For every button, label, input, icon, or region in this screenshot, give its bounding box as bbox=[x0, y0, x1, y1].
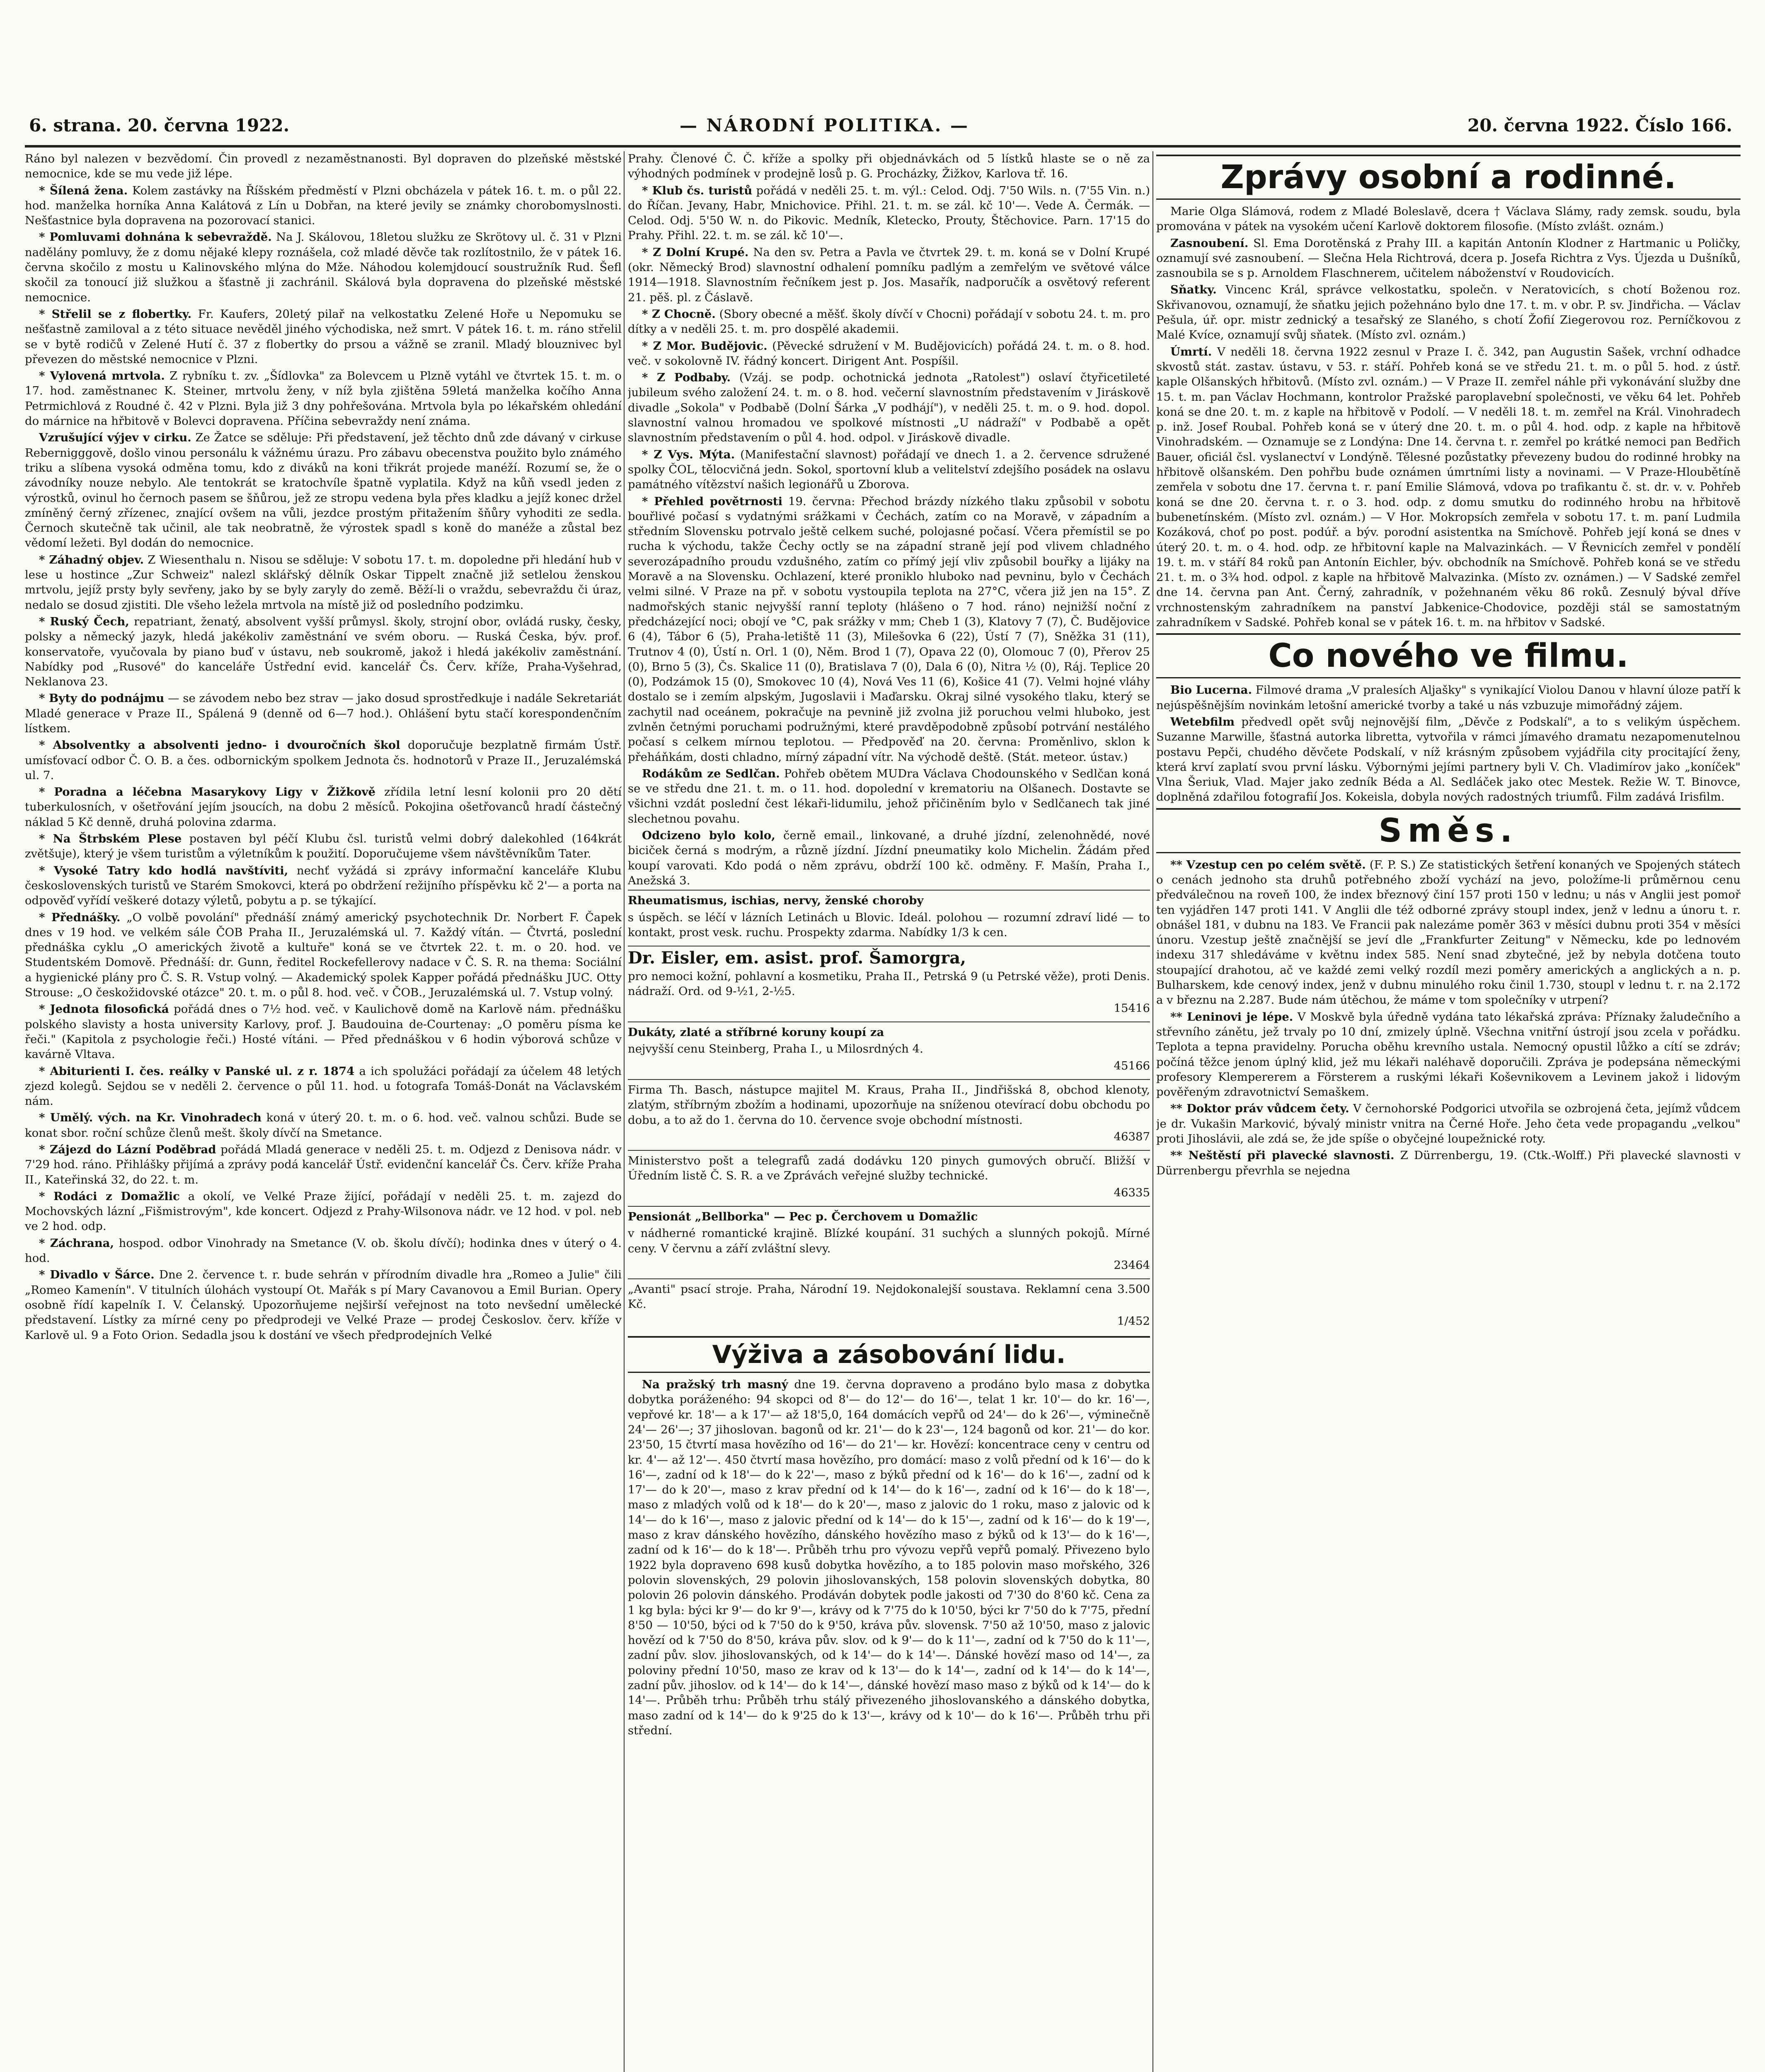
article-paragraph bbox=[25, 151, 622, 182]
article-text: Z rybníku t. zv. „Šídlovka" za Bolevcem u Plzně vytáhl ve čtvrtek 15. t. m. o 17. hod. zaměstnanec K. Steiner, mrtvolu ženy, v níž byla zjištěna 59letá manželka kočího Anna Petrmichlová z Roudné č. 42 v Plzni. Byla již 3 dny pohřešována. Mrtvola byla po lékařském ohledání do márnice na hřbitově v Bolevci dopravena. Příčina sebevraždy není známa. bbox=[25, 369, 622, 428]
article-headline: Wetebfilm bbox=[1170, 715, 1235, 729]
article-text: Na J. Skálovou, 18letou služku ze Skrötovy ul. č. 31 v Plzni nadělány pomluvy, že z domu nějaké klepy roznášela, což mladé děvče tak rozlítostnilo, že v pátek 16. června skočilo z mostu u Kalinovského mlýna do Mže. Náhodou kolemjdoucí soustružník Rud. Šefl skočil za tonoucí již služkou a šťastně ji zachránil. Skálová byla dopravena do plzeňské městské nemocnice. bbox=[25, 230, 622, 304]
article-text: doporučuje bezplatně firmám Ústř. umísťovací odbor Č. O. B. a čes. odbornickým spolkem Jednota čs. hodnotorů v Praze II., Jeruzalémská ul. 7. bbox=[25, 738, 622, 782]
column-rule bbox=[624, 151, 625, 2072]
article-headline: * Na Štrbském Plese bbox=[39, 832, 182, 846]
page-header bbox=[25, 108, 1741, 148]
article-headline: * Absolventky a absolventi jedno- i dvouročních škol bbox=[39, 738, 400, 752]
advertisement bbox=[628, 1021, 1150, 1077]
article-paragraph bbox=[25, 230, 622, 305]
article-paragraph bbox=[25, 863, 622, 908]
article-paragraph bbox=[25, 1142, 622, 1187]
article-text: Kolem zastávky na Říšském předměstí v Plzni obcházela v pátek 16. t. m. o půl 22. hod. manželka horníka Anna Kalátová z Lín u Dobřan, na které jevily se známky chorobomyslnosti. Nešťastnice byla dopravena na pozorovací stanici. bbox=[25, 184, 622, 228]
article-text: a ich spolužáci pořádají za účelem 48 letých zjezd kolegů. Sejdou se v neděli 2. července o půl 11. hod. u fotografa Tomáš-Donát na Václavském nám. bbox=[25, 1064, 622, 1108]
article-text: koná v úterý 20. t. m. o 6. hod. več. valnou schůzi. Bude se konat sbor. roční schůze členů mešt. školy dívčí na Smetance. bbox=[25, 1111, 622, 1140]
article-text: a okolí, ve Velké Praze žijící, pořádají v neděli 25. t. m. zajezd do Mochovských lázní „Fišmistrovým", kde koncert. Odjezd z Prahy-Wilsonova nádr. ve 12 hod. v pol. neb ve 2 hod. odp. bbox=[25, 1189, 622, 1233]
article-paragraph bbox=[628, 307, 1150, 337]
article-paragraph bbox=[1156, 344, 1741, 630]
column-rule bbox=[1152, 151, 1153, 2072]
article-headline: * Z Mor. Budějovic. bbox=[642, 339, 767, 353]
article-headline: Úmrtí. bbox=[1170, 345, 1212, 358]
article-headline: Zasnoubení. bbox=[1170, 236, 1249, 250]
article-headline: * Střelil se z flobertky. bbox=[39, 307, 192, 321]
article-paragraph bbox=[628, 370, 1150, 445]
article-paragraph bbox=[25, 1267, 622, 1342]
article-headline: Na pražský trh masný bbox=[642, 1378, 788, 1392]
article-paragraph bbox=[628, 494, 1150, 765]
article-headline: * Z Vys. Mýta. bbox=[642, 448, 735, 461]
article-text: Ze Žatce se sděluje: Při představení, jež těchto dnů zde dávaný v cirkuse Rebernigggově, došlo vinou personálu k vážnému úrazu. Pro zábavu obecenstva použito bylo známého triku a slíbena vysoká odměna tomu, kdo z diváků na koni třikrát projede manéží. Rozumí se, že o závodníky nouze nebylo. Ale tentokrát se kratochvíle špatně vyplatila. Když na kůň vsedl jeden z výrostků, ovinul ho černoch pasem se šňůrou, jež ze stropu vedena byla přes kladku a jejíž konec držel zmíněný černý zřízenec, znající ovšem na vůli, jezdce prostým přitažením šňůry vyhoditi ze sedla. Černoch skutečně tak učinil, ale tak neobratně, že výrostek spadl s koně do manéže a zůstal bez vědomí ležeti. Byl dodán do nemocnice. bbox=[25, 431, 622, 550]
article-paragraph bbox=[628, 151, 1150, 182]
article-paragraph bbox=[1156, 236, 1741, 281]
article-headline: * Záhadný objev. bbox=[39, 553, 144, 566]
article-paragraph bbox=[25, 738, 622, 783]
article-text: Fr. Kaufers, 20letý pilař na velkostatku Zelené Hoře u Nepomuku se nešťastně zamiloval a z této situace nevěděl jiného východiska, než smrt. V pátek 16. t. m. ráno střelil se v bytě rodičů v Zelené Hutí č. 37 z flobertky do prsou a vážně se zranil. Mladý blouznivec byl převezen do městské nemocnice v Plzni. bbox=[25, 307, 622, 366]
article-paragraph bbox=[25, 1002, 622, 1062]
article-paragraph bbox=[25, 1064, 622, 1109]
article-text: — se závodem nebo bez strav — jako dosud sprostředkuje i nadále Sekretariát Mladé generace v Praze II., Spálená 9 (denně od 6—7 hod.). Ohlášení bytu stačí korespondenčním lístkem. bbox=[25, 692, 622, 735]
article-headline: ** Doktor práv vůdcem čety. bbox=[1170, 1102, 1349, 1116]
article-text: (Sbory obecné a měšť. školy dívčí v Chocni) pořádají v sobotu 24. t. m. pro dítky a v neděli 25. t. m. pro dospělé akademii. bbox=[628, 307, 1150, 336]
article-headline: * Přednášky. bbox=[39, 910, 121, 924]
article-text: nechť vyžádá si zprávy informační kanceláře Klubu československých turistů ve Starém Smokovci, která po obdržení režijního příspěvku kč 2'— a porta na odpověď vyřídí veškeré dotazy výletů, pobytu a p. se týkající. bbox=[25, 864, 622, 908]
article-text: V Moskvě byla úředně vydána tato lékařská zpráva: Příznaky žaludečního a střevního zánětu, jež trvaly po 10 dní, zmizely úplně. Všechna vnitřní ústrojí jsou zcela v pořádku. Teplota a tepna pravidelny. Porucha oběhu krevního ustala. Nemocný opustil lůžko a cítí se zdráv; počíná těžce jenom úplný klid, jež mu lékaři naléhavě doporučili. Zpráva je podepsána německými profesory Klempererem a Försterem a ruskými lékaři Koševnikovem a Levinem jakož i lidovým pověřeným zdravotnictví Semaškem. bbox=[1156, 1010, 1741, 1099]
article-paragraph bbox=[628, 183, 1150, 243]
ad-line: 46387 bbox=[1114, 1130, 1150, 1143]
article-paragraph bbox=[1156, 683, 1741, 713]
ad-line: v nádherné romantické krajině. Blízké koupání. 31 suchých a slunných pokojů. Mírné ceny. V červnu a září zvláštní slevy. bbox=[628, 1227, 1150, 1255]
article-text: hospod. odbor Vinohrady na Smetance (V. ob. školu dívčí); hodinka dnes v úterý o 4. hod. bbox=[25, 1236, 622, 1265]
article-text: postaven byl péčí Klubu čsl. turistů velmi dobrý dalekohled (164krát zvětšuje), který je všem turistům a výletníkům k použití. Doporučujeme všem návštěvníkům Tater. bbox=[25, 832, 622, 861]
article-headline: * Vysoké Tatry kdo hodlá navštíviti, bbox=[39, 864, 288, 877]
article-text: zřídila letní lesní kolonii pro 20 dětí tuberkulosních, v ošetřování jejím jsoucích, na dobu 2 měsíců. Pokojina ošetřovanců hradí částečný náklad 5 Kč denně, druhá polovina zdarma. bbox=[25, 785, 622, 829]
article-headline: ** Leninovi je lépe. bbox=[1170, 1010, 1293, 1024]
article-paragraph bbox=[25, 691, 622, 736]
article-headline: ** Vzestup cen po celém světě. bbox=[1170, 858, 1366, 871]
article-text: repatriant, ženatý, absolvent vyšší průmysl. školy, strojní obor, ovládá rusky, česky, polsky a německý jazyk, hledá jakékoliv zaměstnání ve svém oboru. — Ruská Česka, býv. prof. konservatoře, vyučovala by piano buď v ústavu, neb soukromě, jakož i hledá jakékoliv zaměstnání. Nabídky pod „Rusové" do kanceláře Ústřední evid. kancelář Čs. Červ. kříže, Praha-Vyšehrad, Neklanova 23. bbox=[25, 615, 622, 689]
article-text: Z Wiesenthalu n. Nisou se sděluje: V sobotu 17. t. m. dopoledne při hledání hub v lese u hostince „Zur Schweiz" nalezl sklářský dělník Oskar Tippelt značně již setlelou ženskou mrtvolu, jejíž prsty byly sevřeny, jako by se byly zaryly do země. Běží-li o vraždu, sebevraždu či úraz, nedalo se dosud zjistiti. Dle všeho ležela mrtvola na místě již od posledního podzimku. bbox=[25, 553, 622, 612]
header-page-date: 6. strana. 20. června 1922. bbox=[29, 115, 290, 136]
ad-line: Rheumatismus, ischias, nervy, ženské choroby bbox=[628, 894, 924, 908]
article-headline: * Jednota filosofická bbox=[39, 1002, 169, 1016]
article-text: předvedl opět svůj nejnovější film, „Děvče z Podskalí", a to s velikým úspěchem. Suzanne Marwille, šťastná autorka libretta, vytvořila v rámci jímavého dramatu nezapomenutelnou postavu Pepči, chudého děvčete Podskalí, v níž krásným způsobem vyjádřila city procitající ženy, která krví zaplatí svou první lásku. Výbornými jejími partnery byli V. Ch. Vladimírov jako „koníček" Vlna Šeriuk, Vlad. Majer jako zedník Béda a Al. Sedláček jako otec Mestek. Režie W. T. Binovce, doplněná zdařilou fotografií Jos. Kokeisla, dobyla nových radostných triumfů. Film zadává Irisfilm. bbox=[1156, 715, 1741, 804]
article-headline: Rodákům ze Sedlčan. bbox=[642, 767, 780, 780]
article-headline: * Ruský Čech, bbox=[39, 615, 129, 628]
article-text: 19. června: Přechod brázdy nízkého tlaku způsobil v sobotu bouřlivé počasí s vydatnými srážkami v Čechách, zatím co na Moravě, v západním a středním Slovensku potrvalo ještě celkem suché, polojasné počasí. Včera přemístil se po rucha k východu, takže Čechy octly se na západní straně její pod vlivem chladného severozápadního proudu vzdušného, zatím co přímý její vliv způsobil bouřky a lijáky na Moravě a na Slovensku. Ochlazení, které proniklo hluboko nad pevninu, bylo v Čechách velmi silné. V Praze na př. v sobotu vystoupila teplota na 27°C, včera již jen na 15°. Z nadmořských stanic nejvyšší ranní teploty (hlášeno o 7 hod. ráno) nejnižší noční z předcházející noci; obojí ve °C, pak srážky v mm; Cheb 1 (3), Klatovy 7 (7), Č. Budějovice 6 (4), Tábor 6 (5), Praha-letiště 11 (3), Milešovka 6 (22), Ústí 7 (7), Sněžka 31 (11), Trutnov 4 (0), Ústí n. Orl. 1 (0), Něm. Brod 1 (7), Opava 22 (0), Olomouc 7 (0), Přerov 25 (0), Brno 5 (3), Čs. Skalice 11 (0), Bratislava 7 (0), Dala 6 (0), Nitra ½ (0), Ráj. Teplice 20 (0), Podzámok 15 (0), Smokovec 10 (4), Nová Ves 11 (6), Košice 41 (7). Velmi hojné vláhy dostalo se i zemím alpským, Jugoslavii i Maďarsku. Okraj silné vysokého tlaku, který se zachytil nad oceánem, pokračuje na pevnině již zvolna již poruchou velmi hluboko, jest zvlněn četnými poruchami podružnými, které pravděpodobně způsobí potrvání nestálého počasí s celkem mírnou teplotou. — Předpověď na 20. června: Proměnlivo, sklon k přeháňkám, dosti chladno, mírný západní vítr. Na východě deště. (Stát. meteor. ústav.) bbox=[628, 494, 1150, 764]
article-paragraph bbox=[25, 1189, 622, 1234]
ad-line: s úspěch. se léčí v lázních Letinách u Blovic. Ideál. polohou — rozumní zdraví lidé — to kontakt, prost vesk. ruchu. Prospekty zdarma. Nabídky 1/3 k cen. bbox=[628, 910, 1150, 939]
ad-line: Firma Th. Basch, nástupce majitel M. Kraus, Praha II., Jindřišská 8, obchod klenoty, zlatým, stříbrným zbožím a hodinami, upozorňuje na sníženou otevírací dobu obchodu po dobu, a to až do 1. června do 10. července svoje obchodní místnosti. bbox=[628, 1083, 1150, 1127]
article-paragraph bbox=[1156, 1101, 1741, 1146]
article-text: (Pěvecké sdružení v M. Budějovicích) pořádá 24. t. m. o 8. hod. več. v sokolovně IV. řádný koncert. Dirigent Ant. Pospíšil. bbox=[628, 339, 1150, 368]
article-text: Sl. Ema Dorotěnská z Prahy III. a kapitán Antonín Klodner z Hartmanic u Poličky, oznamují své zasnoubení. — Slečna Hela Richtrová, dcera p. Josefa Richtra z Vys. Újezda u Dušníků, zasnoubila se s p. Arnoldem Flaschnerem, učitelem náboženství v Roudovicích. bbox=[1156, 236, 1741, 280]
section-heading: Výživa a zásobování lidu. bbox=[628, 1336, 1150, 1373]
ad-line: „Avanti" psací stroje. Praha, Národní 19. Nejdokonalejší soustava. Reklamní cena 3.500 Kč. bbox=[628, 1283, 1150, 1311]
article-headline: Vzrušující výjev v cirku. bbox=[39, 431, 191, 445]
article-text: Dne 2. července t. r. bude sehrán v přírodním divadle hra „Romeo a Julie" čili „Romeo Kamenín". V titulních úlohách vystoupí Ot. Mařák s pí Mary Cavanovou a Emil Burian. Opery osobně řídí kapelník I. V. Čelanský. Upozorňujeme nejširší veřejnost na toto nevšední umělecké představení. Lístky za mírné ceny po předprodeji ve Velké Praze — prodej Českoslov. červ. kříže v Karlově ul. 9 a Foto Orion. Sedadla jsou k dostání ve všech předprodejních Velké bbox=[25, 1268, 622, 1342]
section-heading: Směs. bbox=[1156, 808, 1741, 853]
article-paragraph bbox=[1156, 1009, 1741, 1100]
article-paragraph bbox=[628, 766, 1150, 826]
column-2 bbox=[628, 151, 1150, 2072]
article-text: (F. P. S.) Ze statistických šetření konaných ve Spojených státech o cenách jednoho sta druhů potřebného zboží vychází na jevo, položíme-li průměrnou cenu předválečnou na roveň 100, že index březnový činí 157 proti 150 v lednu; u nás v Anglii jest pomoř ten vyjádřen 147 proti 141. V Anglii dle též odborné zprávy stoupl index, jenž v lednu a únoru t. r. obnášel 181, v dubnu na 183. Ve Francii pak nalezáme poměr 363 v měsíci dubnu proti 354 v měsíci únoru. Vzestup ještě značnější se jeví dle „Frankfurter Zeitung" v Německu, kde po lednovém indexu 317 shledáváme v květnu index 585. Není snad zbytečné, jež by nebyla dotčena touto stoupající drahotou, ač ve každé zemi velký rozdíl mezi poměry amerických a anglických a n. p. Bulharskem, kde cenový index, jenž v dubnu minulého roku činil 1.730, stoupl v lednu t. r. na 2.172 a v březnu na 2.287. Bude nám útěchou, že máme v tom společníky v utrpení? bbox=[1156, 858, 1741, 1007]
article-text: Na den sv. Petra a Pavla ve čtvrtek 29. t. m. koná se v Dolní Krupé (okr. Německý Brod) slavnostní odhalení pomníku padlým a zemřelým ve světové válce 1914—1918. Slavnostním řečníkem jest p. Jos. Masařík, nadporučík a osvětový referent 21. pěš. pl. z Čáslavě. bbox=[628, 245, 1150, 304]
article-text: Filmové drama „V pralesích Aljašky" s vynikající Violou Danou v hlavní úloze patří k nejúspěšnějším novinkám letošní americké tvorby a také u nás vzbuzuje mimořádný zájem. bbox=[1156, 683, 1741, 712]
article-paragraph bbox=[1156, 204, 1741, 234]
advertisement bbox=[628, 1206, 1150, 1277]
header-issue: 20. června 1922. Číslo 166. bbox=[1467, 115, 1732, 136]
article-headline: ** Neštěstí při plavecké slavnosti. bbox=[1170, 1149, 1395, 1162]
ad-line: 45166 bbox=[1114, 1059, 1150, 1072]
article-text: V neděli 18. června 1922 zesnul v Praze I. č. 342, pan Augustin Sašek, vrchní odhadce skvostů stát. zastav. ústavu, v 53. r. stáří. Pohřeb koná se ve středu 21. t. m. o půl 5. hod. z ústř. kaple Olšanských hřbitovů. (Místo zvl. oznám.) — V Praze II. zemřel náhle při vykonávání služby dne 15. t. m. pan Václav Hochmann, kontrolor Pražské paroplavební společnosti, ve věku 64 let. Pohřeb koná se dne 20. t. m. z kaple na hřbitově v Podolí. — V neděli 18. t. m. zemřel na Král. Vinohradech p. inž. Josef Roubal. Pohřeb koná se v úterý dne 20. t. m. o půl 4. hod. odp. z kaple na hřbitově Vinohradském. — Oznamuje se z Londýna: Dne 14. června t. r. zemřel po krátké nemoci pan Bedřich Bauer, oficiál čsl. vyslanectví v Londýně. Tělesné pozůstatky převezeny budou do rodinné hrobky na hřbitově olšanském. Den pohřbu bude oznámen úmrtními listy a novinami. — V Praze-Hloubětíně zemřela v sobotu dne 17. června t. r. paní Emilie Slámová, vdova po trafikantu č. st. dr. v. v. Pohřeb koná se dne 20. června t. r. o 3. hod. odp. z domu smutku do rodinného hrobu na hřbitově bubenetínském. (Místo zvl. oznám.) — V Hor. Mokropsích zemřela v sobotu 17. t. m. paní Ludmila Kozáková, choť po post. podúř. a býv. porodní asistentka na Smíchově. Pohřeb její koná se dnes v úterý 20. t. m. o 4. hod. odp. ze hřbitovní kaple na Malvazinkách. — V Řevnicích zemřel v pondělí 19. t. m. v stáří 84 roků pan Antonín Eichler, býv. obchodník na Smíchově. Pohřeb koná se ve středu 21. t. m. o 3¾ hod. odpol. z kaple na hřbitově Malvazinka. (Místo zv. oznámen.) — V Sadské zemřel dne 14. června pan Ant. Černý, zahradník, v požehnaném věku 86 roků. Zesnulý býval dříve vrchnostenským zahradníkem na panství Jabkenice-Chodovice, později stál se samostatným zahradníkem v Sadské. Pohřeb konal se v pátek 16. t. m. na hřbitov v Sadské. bbox=[1156, 345, 1741, 629]
article-paragraph bbox=[25, 784, 622, 830]
ad-line: Dukáty, zlaté a stříbrné koruny koupí za bbox=[628, 1026, 884, 1039]
article-headline: * Pomluvami dohnána k sebevraždě. bbox=[39, 230, 272, 244]
advertisement bbox=[628, 890, 1150, 944]
article-paragraph bbox=[25, 307, 622, 367]
article-paragraph bbox=[25, 831, 622, 862]
article-paragraph bbox=[25, 1236, 622, 1266]
ad-line: 46335 bbox=[1114, 1186, 1150, 1199]
article-text: pořádá dnes o 7½ hod. več. v Kaulichově domě na Karlově nám. přednášku polského slavisty a hosta university Karlovy, prof. J. Baudouina de-Courtenay: „O poměru písma ke řeči." (Kapitola z psychologie řeči.) Hosté vítáni. — Před přednáškou v 6 hodin výborová schůze v kavárně Vltava. bbox=[25, 1002, 622, 1061]
article-paragraph bbox=[25, 368, 622, 428]
advertisement bbox=[628, 1150, 1150, 1204]
article-text: V černohorské Podgorici utvořila se ozbrojená četa, jejímž vůdcem je dr. Vukašin Marković, bývalý ministr vnitra na Černé Hoře. Jeho četa vede propagandu „velkou" proti Jihoslávii, ale zdá se, že jde spíše o obyčejné loupežnické roty. bbox=[1156, 1102, 1741, 1146]
article-paragraph bbox=[628, 447, 1150, 492]
ad-line: 1/452 bbox=[1117, 1314, 1150, 1328]
article-headline: Odcizeno bylo kolo, bbox=[642, 829, 775, 842]
article-headline: * Byty do podnájmu bbox=[39, 692, 165, 705]
article-text: Prahy. Členové Č. Č. kříže a spolky při objednávkách od 5 lístků hlaste se o ně za výhodných podmínek v prodejně losů p. G. Procházky, Žižkov, Karlova tř. 16. bbox=[628, 152, 1150, 181]
ad-line: Pensionát „Bellborka" — Pec p. Čerchovem u Domažlic bbox=[628, 1210, 978, 1223]
article-headline: * Z Podbaby. bbox=[642, 371, 731, 385]
article-headline: * Zájezd do Lázní Poděbrad bbox=[39, 1143, 216, 1156]
column-1 bbox=[25, 151, 622, 2072]
header-masthead: — NÁRODNÍ POLITIKA. — bbox=[680, 115, 970, 136]
ad-line: Dr. Eisler, em. asist. prof. Šamorgra, bbox=[628, 948, 966, 968]
article-headline: * Z Chocně. bbox=[642, 307, 716, 321]
article-paragraph bbox=[1156, 857, 1741, 1008]
article-paragraph bbox=[628, 245, 1150, 305]
ad-line: Ministerstvo pošt a telegrafů zadá dodávku 120 pinych gumových obručí. Bližší v Úředním listě Č. S. R. a ve Zprávách veřejné služby technické. bbox=[628, 1154, 1150, 1183]
article-text: Marie Olga Slámová, rodem z Mladé Boleslavě, dcera † Václava Slámy, rady zemsk. soudu, byla promována v pátek na vysokém učení Karlově doktorem filosofie. (Místo zvlášt. oznám.) bbox=[1156, 205, 1741, 233]
section-heading: Zprávy osobní a rodinné. bbox=[1156, 155, 1741, 200]
article-headline: * Z Dolní Krupé. bbox=[642, 245, 749, 259]
article-paragraph bbox=[628, 828, 1150, 888]
article-paragraph bbox=[25, 430, 622, 550]
ad-line: 23464 bbox=[1114, 1258, 1150, 1272]
article-text: Pohřeb obětem MUDra Václava Chodounského v Sedlčan koná se ve středu dne 21. t. m. o 11. hod. dopolední v krematoriu na Olšanech. Dostavte se všichni vzdát poslední čest lékaři-lidumilu, jehož přičiněním bylo v Sedlčanech tak jiné slechetnou povahu. bbox=[628, 767, 1150, 825]
article-headline: * Záchrana, bbox=[39, 1236, 114, 1250]
ad-line: nejvyšší cenu Steinberg, Praha I., u Milosrdných 4. bbox=[628, 1042, 923, 1056]
article-paragraph bbox=[25, 552, 622, 612]
advertisement bbox=[628, 1278, 1150, 1333]
article-text: pořádá v neděli 25. t. m. výl.: Celod. Odj. 7'50 Wils. n. (7'55 Vin. n.) do Říčan. Jevany, Habr, Mnichovice. Přihl. 21. t. m. se zál. kč 10'—. Vede A. Čermák. — Celod. Odj. 5'50 W. n. do Pikovic. Medník, Kletecko, Prouty, Štěchovice. Parn. 17'15 do Prahy. Přihl. 22. t. m. se zál. kč 10'—. bbox=[628, 184, 1150, 242]
article-headline: * Rodáci z Domažlic bbox=[39, 1189, 180, 1203]
article-paragraph bbox=[25, 1110, 622, 1140]
article-paragraph bbox=[628, 339, 1150, 369]
article-text: černě email., linkované, a druhé jízdní, zelenohnědé, nové biciček černá s modrým, a různě jízdní. Jízdní pneumatiky kolo Michelin. Žádám před koupí varovati. Kdo podá o něm zprávu, obdrží 100 kč. odměny. F. Mašín, Praha I., Anežská 3. bbox=[628, 829, 1150, 887]
article-headline: Bio Lucerna. bbox=[1170, 683, 1252, 697]
article-text: Ráno byl nalezen v bezvědomí. Čin provedl z nezaměstnanosti. Byl dopraven do plzeňské městské nemocnice, kde se mu vede již lépe. bbox=[25, 152, 622, 181]
article-paragraph bbox=[25, 614, 622, 689]
article-headline: * Poradna a léčebna Masarykovy Ligy v Žižkově bbox=[39, 785, 376, 799]
article-text: (Manifestační slavnost) pořádají ve dnech 1. a 2. července sdružené spolky ČOL, tělocvičná jedn. Sokol, sportovní klub a velitelství zdejšího posádek na oslavu památného vítězství našich legionářů u Zborova. bbox=[628, 448, 1150, 491]
article-headline: * Divadlo v Šárce. bbox=[39, 1268, 155, 1282]
column-3 bbox=[1156, 151, 1741, 2072]
article-text: Vincenc Král, správce velkostatku, společn. v Neratovicích, s chotí Boženou roz. Skřivanovou, oznamují, že sňatku jejich požehnáno bylo dne 17. t. m. v obr. P. sv. Jindřicha. — Václav Pešula, úř. opr. mistr zednický a tesařský ze Slaného, s chotí Žofií Ziegerovou roz. Perníčkovou z Malé Kvíce, oznamují svůj sňatek. (Místo zvl. oznám.) bbox=[1156, 283, 1741, 342]
article-text: (Vzáj. se podp. ochotnická jednota „Ratolest") oslaví čtyřicetileté jubileum svého založení 24. t. m. o 8. hod. večerní slavnostním představením v Jiráskově divadle „Sokola" v Podbabě (Dolní Šárka „V podhájí"), v neděli 25. t. m. o 9. hod. dopol. slavnostní valnou hromadou ve spolkové místnosti „U nádraží" v Podbabě a opět slavnostním představením o půl 4. hod. odpol. v Jiráskově divadle. bbox=[628, 371, 1150, 445]
article-paragraph bbox=[1156, 714, 1741, 805]
ad-line: pro nemoci kožní, pohlavní a kosmetiku, Praha II., Petrská 9 (u Petrské věže), proti Denis. nádraží. Ord. od 9-½1, 2-½5. bbox=[628, 970, 1150, 998]
article-headline: * Abiturienti I. čes. reálky v Panské ul. z r. 1874 bbox=[39, 1064, 355, 1078]
ad-line: 15416 bbox=[1114, 1001, 1150, 1015]
article-paragraph bbox=[1156, 282, 1741, 342]
article-text: pořádá Mladá generace v neděli 25. t. m. Odjezd z Denisova nádr. v 7'29 hod. ráno. Přihlášky přijímá a zprávy podá kancelář Ústř. evidenční kancelář Čs. Červ. kříže Praha II., Kateřinská 32, do 22. t. m. bbox=[25, 1143, 622, 1186]
article-headline: * Vylovená mrtvola. bbox=[39, 369, 165, 383]
article-headline: * Umělý. vých. na Kr. Vinohradech bbox=[39, 1111, 262, 1125]
article-headline: * Klub čs. turistů bbox=[642, 184, 753, 197]
article-headline: * Šílená žena. bbox=[39, 184, 128, 197]
article-paragraph bbox=[25, 183, 622, 228]
advertisement bbox=[628, 1079, 1150, 1148]
article-paragraph bbox=[628, 1377, 1150, 1738]
article-text: dne 19. června dopraveno a prodáno bylo masa z dobytka dobytka poráženého: 94 skopci od 8'— do 12'— do 16'—, telat 1 kr. 10'— do kr. 16'—, vepřové kr. 18'— a k 17'— až 18'5,0, 164 domácích vepřů od 24'— do k 26'—, výminečně 24'— 26'—; 37 jihoslovan. bagonů od kr. 21'— do k 23'—, 124 bagonů od kor. 21'— do kor. 23'50, 15 čtvrtí masa hovězího od 16'— do 21'— kr. Hovězí: koncentrace ceny v centru od kr. 4'— až 12'—. 450 čtvrtí masa hovězího, pro domácí: maso z volů přední od k 16'— do k 16'—, zadní od k 18'— do k 22'—, maso z býků přední od k 16'— do k 16'—, zadní od k 17'— do k 20'—, maso z krav přední od k 14'— do k 16'—, zadní od k 16'— do k 18'—, maso z mladých volů od k 18'— do k 20'—, maso z jalovic do 1 roku, maso z jalovic od k 14'— do k 16'—, maso z jalovic přední od k 14'— do k 15'—, zadní od k 16'— do k 19'—, maso z krav dánského hovězího, dánského hovězího maso z býků od k 13'— do k 16'—, zadní od k 16'— do k 18'—. Průběh trhu pro vývozu vepřů vepřů pomalý. Přivezeno bylo 1922 byla dopraveno 698 kusů dobytka hovězího, a to 185 polovin maso mořského, 326 polovin slovenských, 29 polovin jihoslovanských, 158 polovin slovenských dobytka, 80 polovin 26 polovin dánského. Prodáván dobytek podle jakosti od 7'30 do 8'60 kč. Cena za 1 kg byla: býci kr 9'— do kr 9'—, krávy od k 7'75 do k 10'50, býci kr 7'50 do k 7'75, přední 8'50 — 10'50, býci od k 7'50 do k 9'50, kráva pův. slovensk. 7'50 až 10'50, maso z jalovic hovězí od k 7'50 do 8'50, kráva pův. slov. od k 9'— do k 11'—, zadní od k 7'50 do k 11'—, zadní pův. slov. jihoslovanských, od k 14'— do k 14'—. Dánské hovězí maso od 14'—, za poloviny přední 10'50, maso ze krav od k 13'— do k 14'—, zadní od k 14'— do k 14'—, zadní pův. jihoslov. od k 14'— do k 14'—, dánské hovězí maso maso z býků od k 14'— do k 14'—. Průběh trhu: Průběh trhu stálý přivezeného jihoslovanského a dánského dobytka, maso zadní od k 14'— do k 9'25 do k 13'—, krávy od k 10'— do k 16'—. Průběh trhu při střední. bbox=[628, 1378, 1150, 1737]
article-headline: * Přehled povětrnosti bbox=[642, 494, 783, 508]
article-headline: Sňatky. bbox=[1170, 283, 1217, 297]
article-text: „O volbě povolání" přednáší známý americký psychotechnik Dr. Norbert F. Čapek dnes v 19 hod. ve velkém sále ČOB Praha II., Jeruzalémská ul. 7. Každý vítán. — Čtvrtá, poslední přednáška cyklu „O amerických životě a kultuře" koná se ve čtvrtek 22. t. m. o 20. hod. ve Studentském Domově. Přednáší: dr. Gunn, ředitel Rockefellerovy nadace v Č. S. R. na thema: Sociální a hygienické plány pro Č. S. R. Vstup volný. — Akademický spolek Kapper pořádá přednášku JUC. Otty Strouse: „O českožidovské otázce" 20. t. m. o půl 8. hod. več. v ČOB., Jeruzalémská ul. 7. Vstup volný. bbox=[25, 910, 622, 1000]
advertisement bbox=[628, 946, 1150, 1020]
article-paragraph bbox=[25, 910, 622, 1000]
section-heading: Co nového ve filmu. bbox=[1156, 633, 1741, 678]
article-text: Z Dürrenbergu, 19. (Ctk.-Wolff.) Při plavecké slavnosti v Dürrenbergu převrhla se nejedna bbox=[1156, 1149, 1741, 1177]
article-paragraph bbox=[1156, 1148, 1741, 1178]
